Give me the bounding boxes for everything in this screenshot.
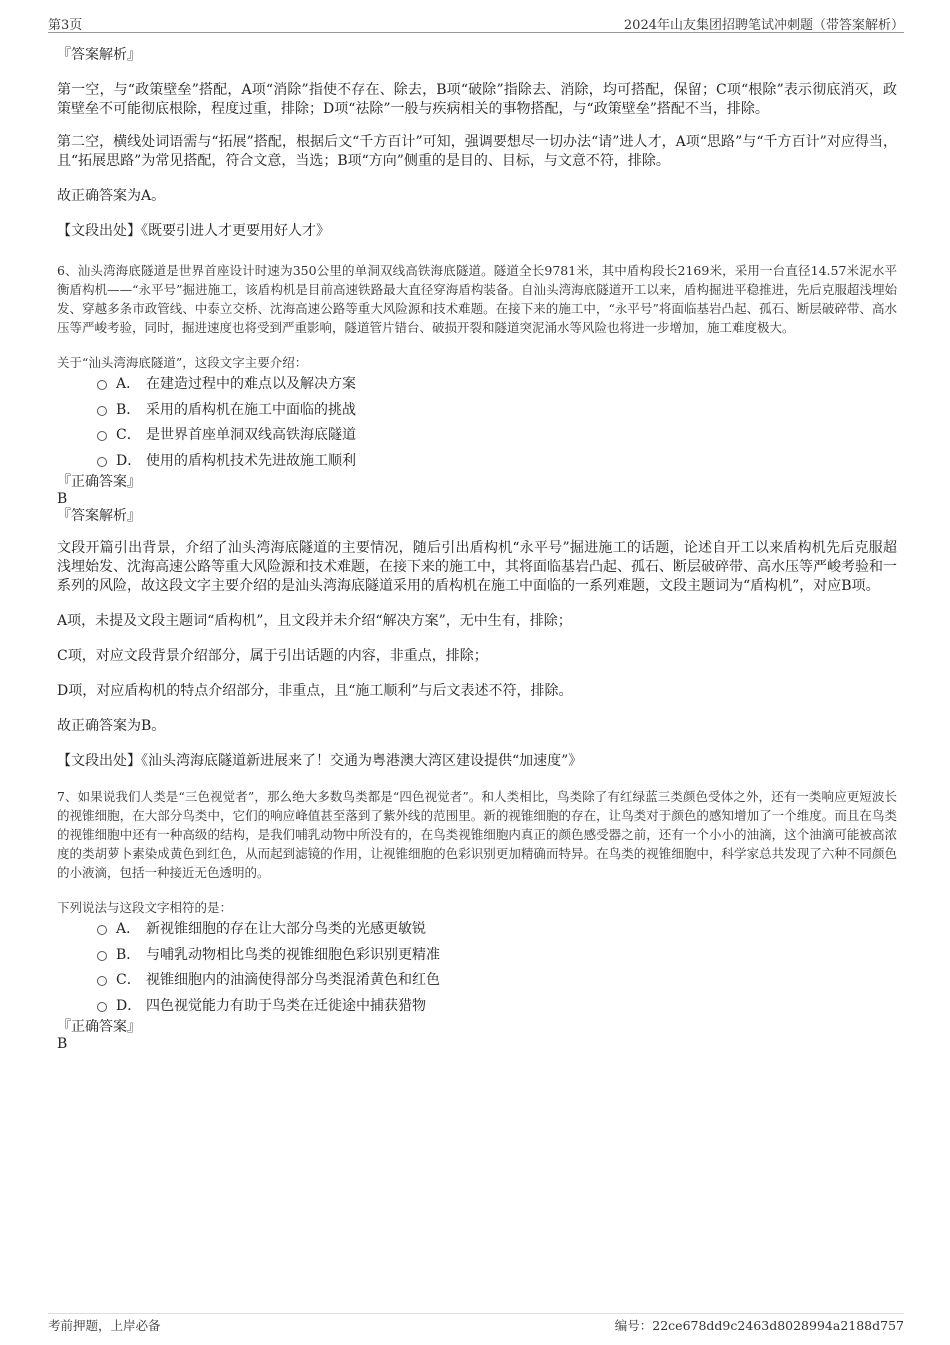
q6-option-c[interactable]: C． 是世界首座单洞双线高铁海底隧道 [57,423,897,449]
radio-icon[interactable] [97,431,107,441]
q7-options [57,917,897,1019]
q7-passage: 7、如果说我们人类是“三色视觉者”，那么绝大多数鸟类都是“四色视觉者”。和人类相比，鸟类除了有红绿蓝三类颜色受体之外，还有一类响应更短波长的视锥细胞，在大部分鸟类中，它们的响应峰值甚至落到了紫外线的范围里。新的视锥细胞的存在，让鸟类对于颜色的感知增加了一个维度。而且在鸟类的视锥细胞中还有一种高级的结构，是我们哺乳动物中所没有的，在鸟类视锥细胞内真正的颜色感受器之前，还有一个小小的油滴，这个油滴可能被高浓度的类胡萝卜素染成黄色到红色，从而起到滤镜的作用，让视锥细胞的色彩识别更加精确而特异。在鸟类的视锥细胞中，科学家总共发现了六种不同颜色的小液滴，包括一种接近无色透明的。 [57,789,897,880]
q6-option-d[interactable]: D． 使用的盾构机技术先进故施工顺利 [57,449,897,475]
q5-analysis-label: 『答案解析』 [57,47,141,63]
q7-correct-answer: B [57,1036,68,1052]
q6-question: 关于“汕头湾海底隧道”，这段文字主要介绍： [57,355,308,370]
page-header [48,10,904,33]
q6-analysis-para2: A项，未提及文段主题词“盾构机”，且文段并未介绍“解决方案”，无中生有，排除； [57,613,572,629]
radio-icon[interactable] [97,380,107,390]
q6-option-b[interactable]: B． 采用的盾构机在施工中面临的挑战 [57,398,897,424]
q6-passage: 6、汕头湾海底隧道是世界首座设计时速为350公里的单洞双线高铁海底隧道。隧道全长9781米，其中盾构段长2169米，采用一台直径14.57米泥水平衡盾构机——“永平号”掘进施工，该盾构机是目前高速铁路最大直径穿海盾构装备。自汕头湾海底隧道开工以来，盾构掘进平稳推进，先后克服超浅埋始发、穿越多条市政管线、中泰立交桥、沈海高速公路等重大风险源和技术难题。在接下来的施工中，“永平号”将面临基岩凸起、孤石、断层破碎带、高水压等严峻考验，同时，掘进速度也将受到严重影响，隧道管片错台、破损开裂和隧道突泥涌水等风险也将进一步增加，施工难度极大。 [57,263,897,335]
q7-correct-label: 『正确答案』 [57,1019,141,1035]
radio-icon[interactable] [97,925,107,935]
footer-slogan: 考前押题，上岸必备 [48,1318,161,1333]
q6-analysis-para3: C项，对应文段背景介绍部分，属于引出话题的内容，非重点，排除； [57,648,488,664]
page-number: 第3页 [48,18,83,33]
q7-question: 下列说法与这段文字相符的是： [57,900,233,915]
q5-analysis-para2: 第二空，横线处词语需与“拓展”搭配，根据后文“千方百计”可知，强调要想尽一切办法“请”进人才，A项“思路”与“千方百计”对应得当，且“拓展思路”为常见搭配，符合文意，当选；B项“方向”侧重的是目的、目标，与文意不符，排除。 [57,134,897,169]
radio-icon[interactable] [97,976,107,986]
q6-correct-label: 『正确答案』 [57,474,141,490]
q6-analysis-para1: 文段开篇引出背景，介绍了汕头湾海底隧道的主要情况，随后引出盾构机“永平号”掘进施工的话题，论述自开工以来盾构机先后克服超浅埋始发、沈海高速公路等重大风险源和技术难题，在接下来的施工中，其将面临基岩凸起、孤石、断层破碎带、高水压等严峻考验和一系列的风险，故这段文字主要介绍的是汕头湾海底隧道采用的盾构机在施工中面临的一系列难题，文段主题词为“盾构机”，对应B项。 [57,540,897,594]
page-content [57,46,897,1053]
q7-option-a[interactable]: A． 新视锥细胞的存在让大部分鸟类的光感更敏锐 [57,917,897,943]
radio-icon[interactable] [97,1002,107,1012]
page-footer [48,1313,904,1334]
q6-analysis-para4: D项，对应盾构机的特点介绍部分，非重点，且“施工顺利”与后文表述不符，排除。 [57,683,573,699]
q7-option-c[interactable]: C． 视锥细胞内的油滴使得部分鸟类混淆黄色和红色 [57,968,897,994]
q5-conclusion: 故正确答案为A。 [57,188,166,204]
q7-option-b[interactable]: B． 与哺乳动物相比鸟类的视锥细胞色彩识别更精准 [57,943,897,969]
q5-analysis-para1: 第一空，与“政策壁垒”搭配，A项“消除”指使不存在、除去，B项“破除”指除去、消除，均可搭配，保留；C项“根除”表示彻底消灭，政策壁垒不可能彻底根除，程度过重，排除；D项“祛除”一般与疾病相关的事物搭配，与“政策壁垒”搭配不当，排除。 [57,82,897,117]
q6-analysis-label: 『答案解析』 [57,508,141,524]
q6-correct-answer: B [57,491,68,507]
footer-doc-id: 编号：22ce678dd9c2463d8028994a2188d757 [614,1318,904,1333]
radio-icon[interactable] [97,457,107,467]
q6-option-a[interactable]: A． 在建造过程中的难点以及解决方案 [57,372,897,398]
q6-conclusion: 故正确答案为B。 [57,718,166,734]
q6-options [57,372,897,474]
document-title: 2024年山友集团招聘笔试冲刺题（带答案解析） [623,18,904,33]
q7-option-d[interactable]: D． 四色视觉能力有助于鸟类在迁徙途中捕获猎物 [57,994,897,1020]
q5-source: 【文段出处】《既要引进人才更要用好人才》 [57,223,330,239]
q6-source: 【文段出处】《汕头湾海底隧道新进展来了！交通为粤港澳大湾区建设提供“加速度”》 [57,753,583,769]
radio-icon[interactable] [97,406,107,416]
radio-icon[interactable] [97,951,107,961]
